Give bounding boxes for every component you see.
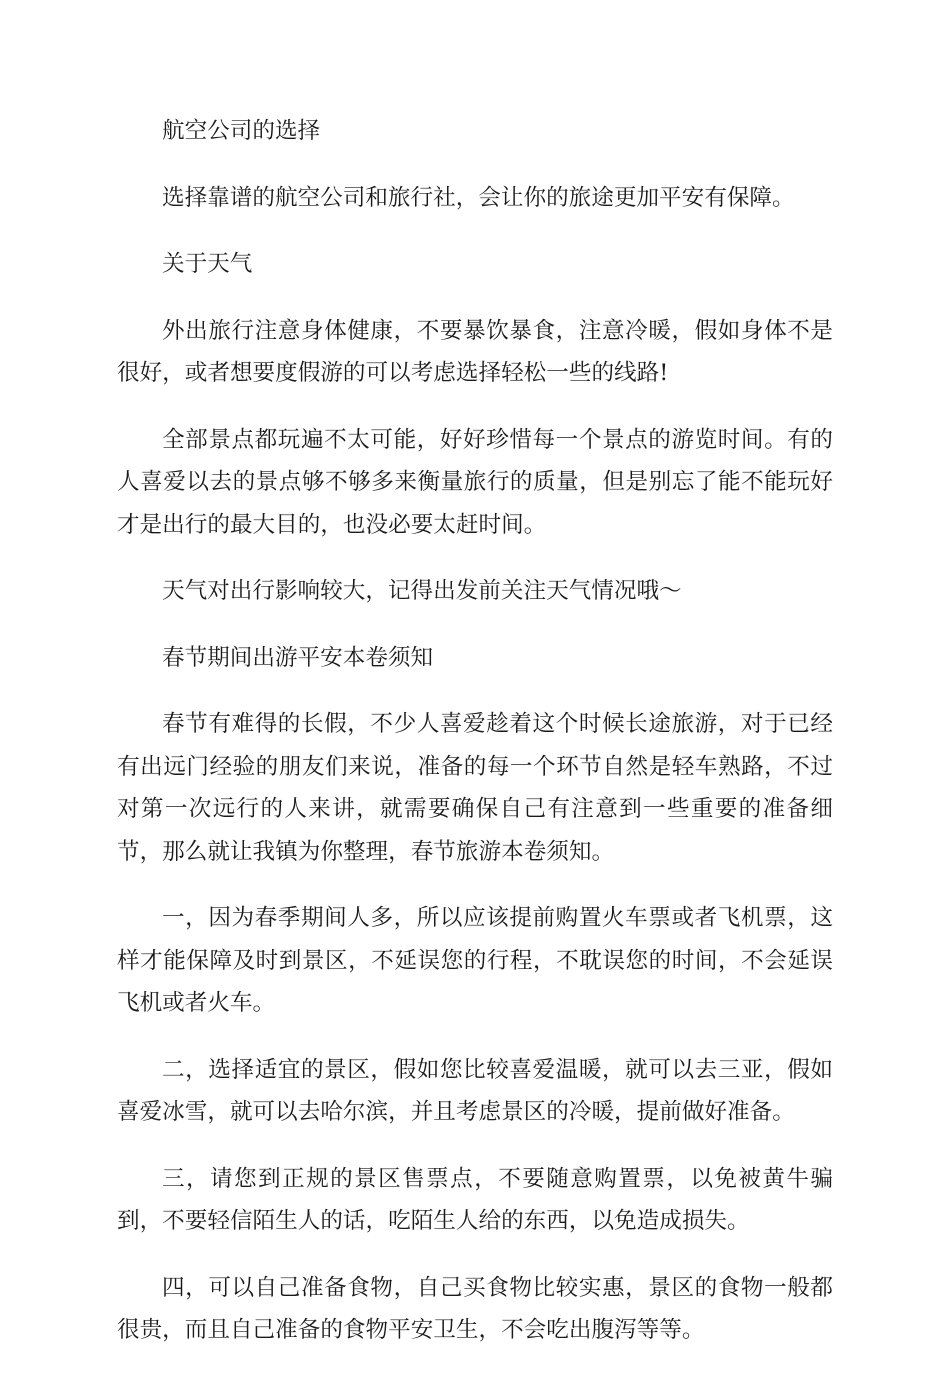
paragraph-health-advice: 外出旅行注意身体健康，不要暴饮暴食，注意冷暖，假如身体不是很好，或者想要度假游的可以考虑选择轻松一些的线路! — [117, 317, 833, 386]
paragraph-weather-reminder: 天气对出行影响较大，记得出发前关注天气情况哦～ — [162, 578, 682, 604]
list-item-food: 四，可以自己准备食物，自己买食物比较实惠，景区的食物一般都很贵，而且自己准备的食物平安卫生，不会吃出腹泻等等。 — [117, 1274, 833, 1343]
document-body — [117, 110, 833, 1376]
list-item-destination: 二，选择适宜的景区，假如您比较喜爱温暖，就可以去三亚，假如喜爱冰雪，就可以去哈尔滨，并且考虑景区的冷暖，提前做好准备。 — [117, 1056, 833, 1125]
heading-spring-festival-notice: 春节期间出游平安本卷须知 — [162, 644, 434, 671]
paragraph-airline-advice: 选择靠谱的航空公司和旅行社，会让你的旅途更加平安有保障。 — [162, 184, 795, 211]
paragraph-sightseeing-advice: 全部景点都玩遍不太可能，好好珍惜每一个景点的游览时间。有的人喜爱以去的景点够不够多来衡量旅行的质量，但是别忘了能不能玩好才是出行的最大目的，也没必要太赶时间。 — [117, 426, 833, 538]
heading-airline-choice: 航空公司的选择 — [162, 118, 321, 144]
heading-weather: 关于天气 — [162, 251, 253, 277]
list-item-tickets: 一，因为春季期间人多，所以应该提前购置火车票或者飞机票，这样才能保障及时到景区，不延误您的行程，不耽误您的时间，不会延误飞机或者火车。 — [117, 905, 833, 1016]
paragraph-spring-festival-intro: 春节有难得的长假，不少人喜爱趁着这个时候长途旅游，对于已经有出远门经验的朋友们来说，准备的每一个环节自然是轻车熟路，不过对第一次远行的人来讲，就需要确保自己有注意到一些重要的准备细节，那么就让我镇为你整理，春节旅游本卷须知。 — [117, 711, 833, 865]
list-item-ticket-safety: 三，请您到正规的景区售票点，不要随意购置票，以免被黄牛骗到，不要轻信陌生人的话，吃陌生人给的东西，以免造成损失。 — [117, 1165, 833, 1234]
